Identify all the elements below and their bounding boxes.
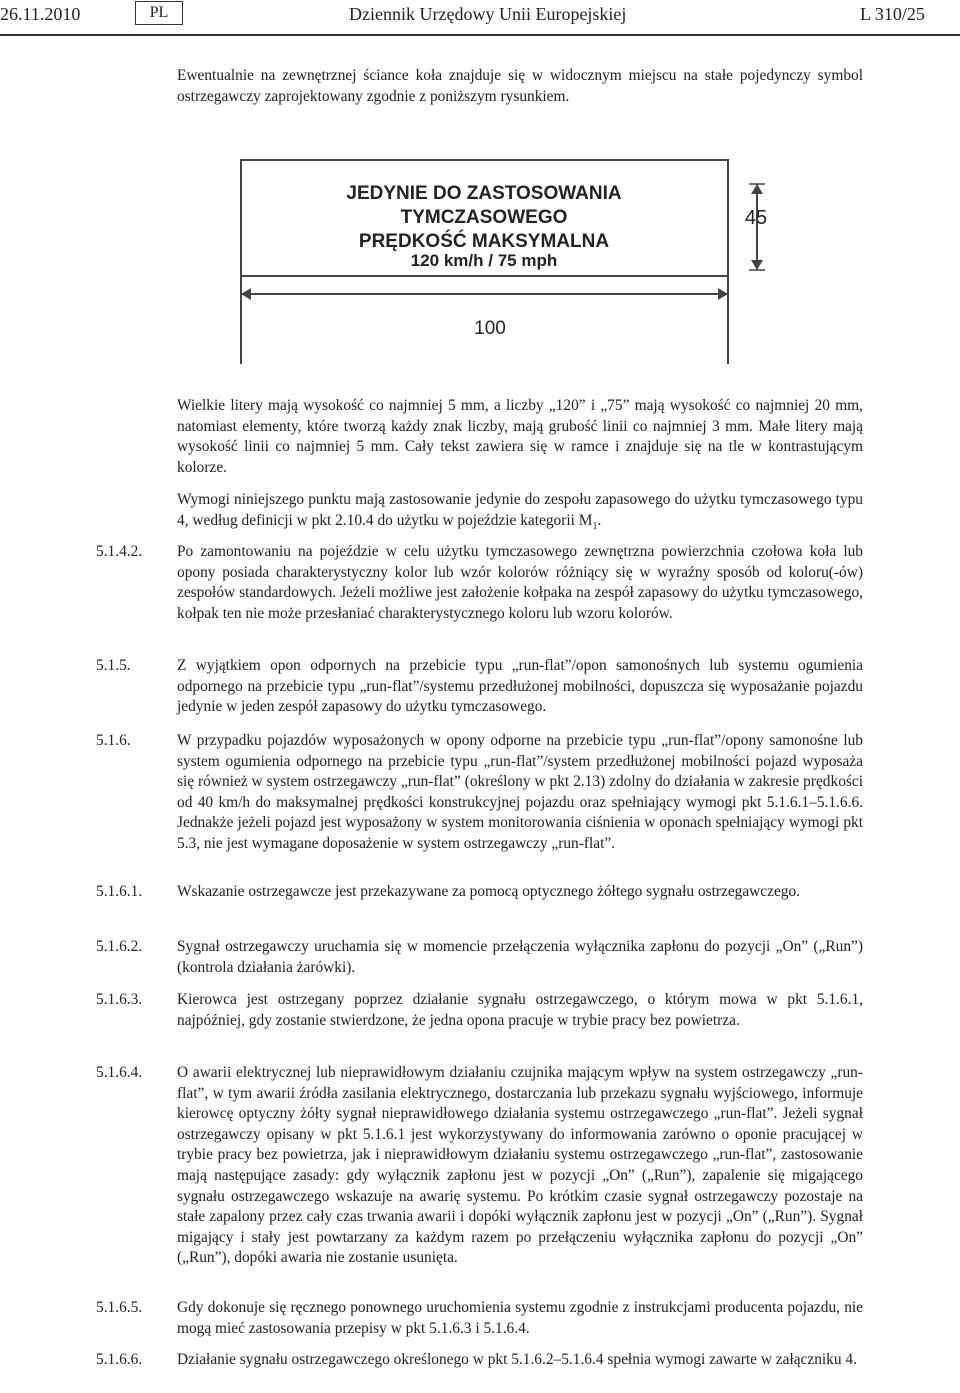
- width-arrow-left: [241, 288, 251, 300]
- section-number: 5.1.6.4.: [96, 1064, 143, 1081]
- height-arrow-bottom: [751, 260, 763, 270]
- section-text: W przypadku pojazdów wyposażonych w opony odporne na przebicie typu „run-flat”/opony samonośne lub system ogumienia odpornego na przebicie typu „run-flat”/system przedłużonej mobilności pojazd wyposaża się również w system ostrzegawczy „run-flat” (określony w pkt 2.13) zdolny do działania w zakresie prędkości od 40 km/h do maksymalnej prędkości konstrukcyjnej pojazdu oraz spełniający wymogi pkt 5.1.6.1–5.1.6.6. Jednakże jeżeli pojazd jest wyposażony w system monitorowania ciśnienia w oponach spełniający wymogi pkt 5.3, nie jest wymagane doposażenie w system ostrzegawczy „run-flat”.: [177, 732, 863, 852]
- symbol-line-3: PRĘDKOŚĆ MAKSYMALNA: [358, 231, 610, 252]
- section-text: O awarii elektrycznej lub nieprawidłowym działaniu czujnika mającym wpływ na system ostrzegawczy „run-flat”, w tym awarii źródła zasilania elektrycznego, dostarczania lub przekazu sygnału wyjściowego, informuje kierowcę optyczny żółty sygnał nieprawidłowego działania systemu ostrzegawczego „run-flat”. Jeżeli sygnał ostrzegawczy opisany w pkt 5.1.6.1 jest wykorzystywany do informowania zarówno o oponie pracującej w trybie pracy bez powietrza, jak i nieprawidłowym działaniu systemu ostrzegawczego „run-flat”, zastosowanie mają następujące zasady: gdy wyłącznik zapłonu jest w pozycji „On” („Run”), zapalenie się migającego sygnału ostrzegawczego wskazuje na awarię systemu. Po krótkim czasie sygnał ostrzegawczy pozostaje na stałe zapalony przez cały czas trwania awarii i dopóki wyłącznik zapłonu jest w pozycji „On” („Run”). Sygnał migający i stały jest powtarzany za każdym razem po przełączeniu wyłącznika zapłonu do pozycji „On” („Run”), dopóki awaria nie zostanie usunięta.: [177, 1064, 863, 1267]
- symbol-line-2: TYMCZASOWEGO: [400, 207, 568, 228]
- section-number: 5.1.4.2.: [96, 543, 143, 560]
- section-text: Wskazanie ostrzegawcze jest przekazywane za pomocą optycznego żółtego sygnału ostrzegawczego.: [177, 883, 801, 900]
- section-number: 5.1.6.5.: [96, 1299, 143, 1316]
- page-header: [0, 1, 960, 31]
- section-text: Z wyjątkiem opon odpornych na przebicie typu „run-flat”/opon samonośnych lub systemu ogumienia odpornego na przebicie typu „run-flat”/systemu przedłużonej mobilności, dopuszcza się wyposażanie pojazdu jedynie w jeden zespół zapasowy do użytku tymczasowego.: [177, 657, 863, 716]
- section-text: Sygnał ostrzegawczy uruchamia się w momencie przełączenia wyłącznika zapłonu do pozycji „On” („Run”) (kontrola działania żarówki).: [177, 938, 863, 976]
- section-text: Gdy dokonuje się ręcznego ponownego uruchomienia systemu zgodnie z instrukcjami producenta pojazdu, nie mogą mieć zastosowania przepisy w pkt 5.1.6.3 i 5.1.6.4.: [177, 1299, 863, 1337]
- page-reference: L 310/25: [860, 4, 925, 24]
- journal-title: Dziennik Urzędowy Unii Europejskiej: [349, 4, 627, 24]
- intro-paragraph: Ewentualnie na zewnętrznej ściance koła znajduje się w widocznym miejscu na stałe pojedynczy symbol ostrzegawczy zaprojektowany zgodnie z poniższym rysunkiem.: [177, 67, 863, 105]
- section-number: 5.1.6.2.: [96, 938, 143, 955]
- section-text: Działanie sygnału ostrzegawczego określonego w pkt 5.1.6.2–5.1.6.4 spełnia wymogi zawarte w załączniku 4.: [177, 1351, 857, 1368]
- section-text: Po zamontowaniu na pojeździe w celu użytku tymczasowego zewnętrzna powierzchnia czołowa koła lub opony posiada charakterystyczny kolor lub wzór kolorów różniący się w wyraźny sposób od koloru(-ów) zespołów standardowych. Jeżeli możliwe jest założenie kołpaka na zespół zapasowy do użytku tymczasowego, kołpak ten nie może przesłaniać charakterystycznego koloru lub wzoru kolorów.: [177, 543, 863, 622]
- section-number: 5.1.6.3.: [96, 991, 143, 1008]
- section-text: Kierowca jest ostrzegany poprzez działanie sygnału ostrzegawczego, o którym mowa w pkt 5.1.6.1, najpóźniej, gdy zostanie stwierdzone, że jedna opona pracuje w trybie pracy bez powietrza.: [177, 991, 863, 1029]
- header-divider: [0, 34, 960, 36]
- section-number: 5.1.5.: [96, 657, 131, 674]
- header-date: 26.11.2010: [0, 4, 81, 24]
- paragraph-dimensions: Wielkie litery mają wysokość co najmniej 5 mm, a liczby „120” i „75” mają wysokość co najmniej 20 mm, natomiast elementy, które tworzą każdy znak liczby, mają grubość linii co najmniej 3 mm. Małe litery mają wysokość linii co najmniej 5 mm. Cały tekst zawiera się w ramce i znajduje się na tle w kontrastującym kolorze.: [177, 397, 863, 476]
- section-number: 5.1.6.6.: [96, 1351, 143, 1368]
- section-number: 5.1.6.1.: [96, 883, 143, 900]
- width-arrow-right: [718, 288, 728, 300]
- width-dimension-label: 100: [474, 318, 506, 339]
- height-arrow-top: [751, 184, 763, 194]
- language-badge: PL: [135, 1, 183, 25]
- symbol-line-1: JEDYNIE DO ZASTOSOWANIA: [346, 183, 622, 204]
- symbol-line-4: 120 km/h / 75 mph: [410, 251, 558, 270]
- section-number: 5.1.6.: [96, 732, 131, 749]
- warning-symbol-figure: [233, 158, 803, 368]
- height-dimension-label: 45: [744, 207, 768, 229]
- paragraph-scope: Wymogi niniejszego punktu mają zastosowanie jedynie do zespołu zapasowego do użytku tymczasowego typu 4, według definicji w pkt 2.10.4 do użytku w pojeździe kategorii $M_1$.: [177, 491, 863, 532]
